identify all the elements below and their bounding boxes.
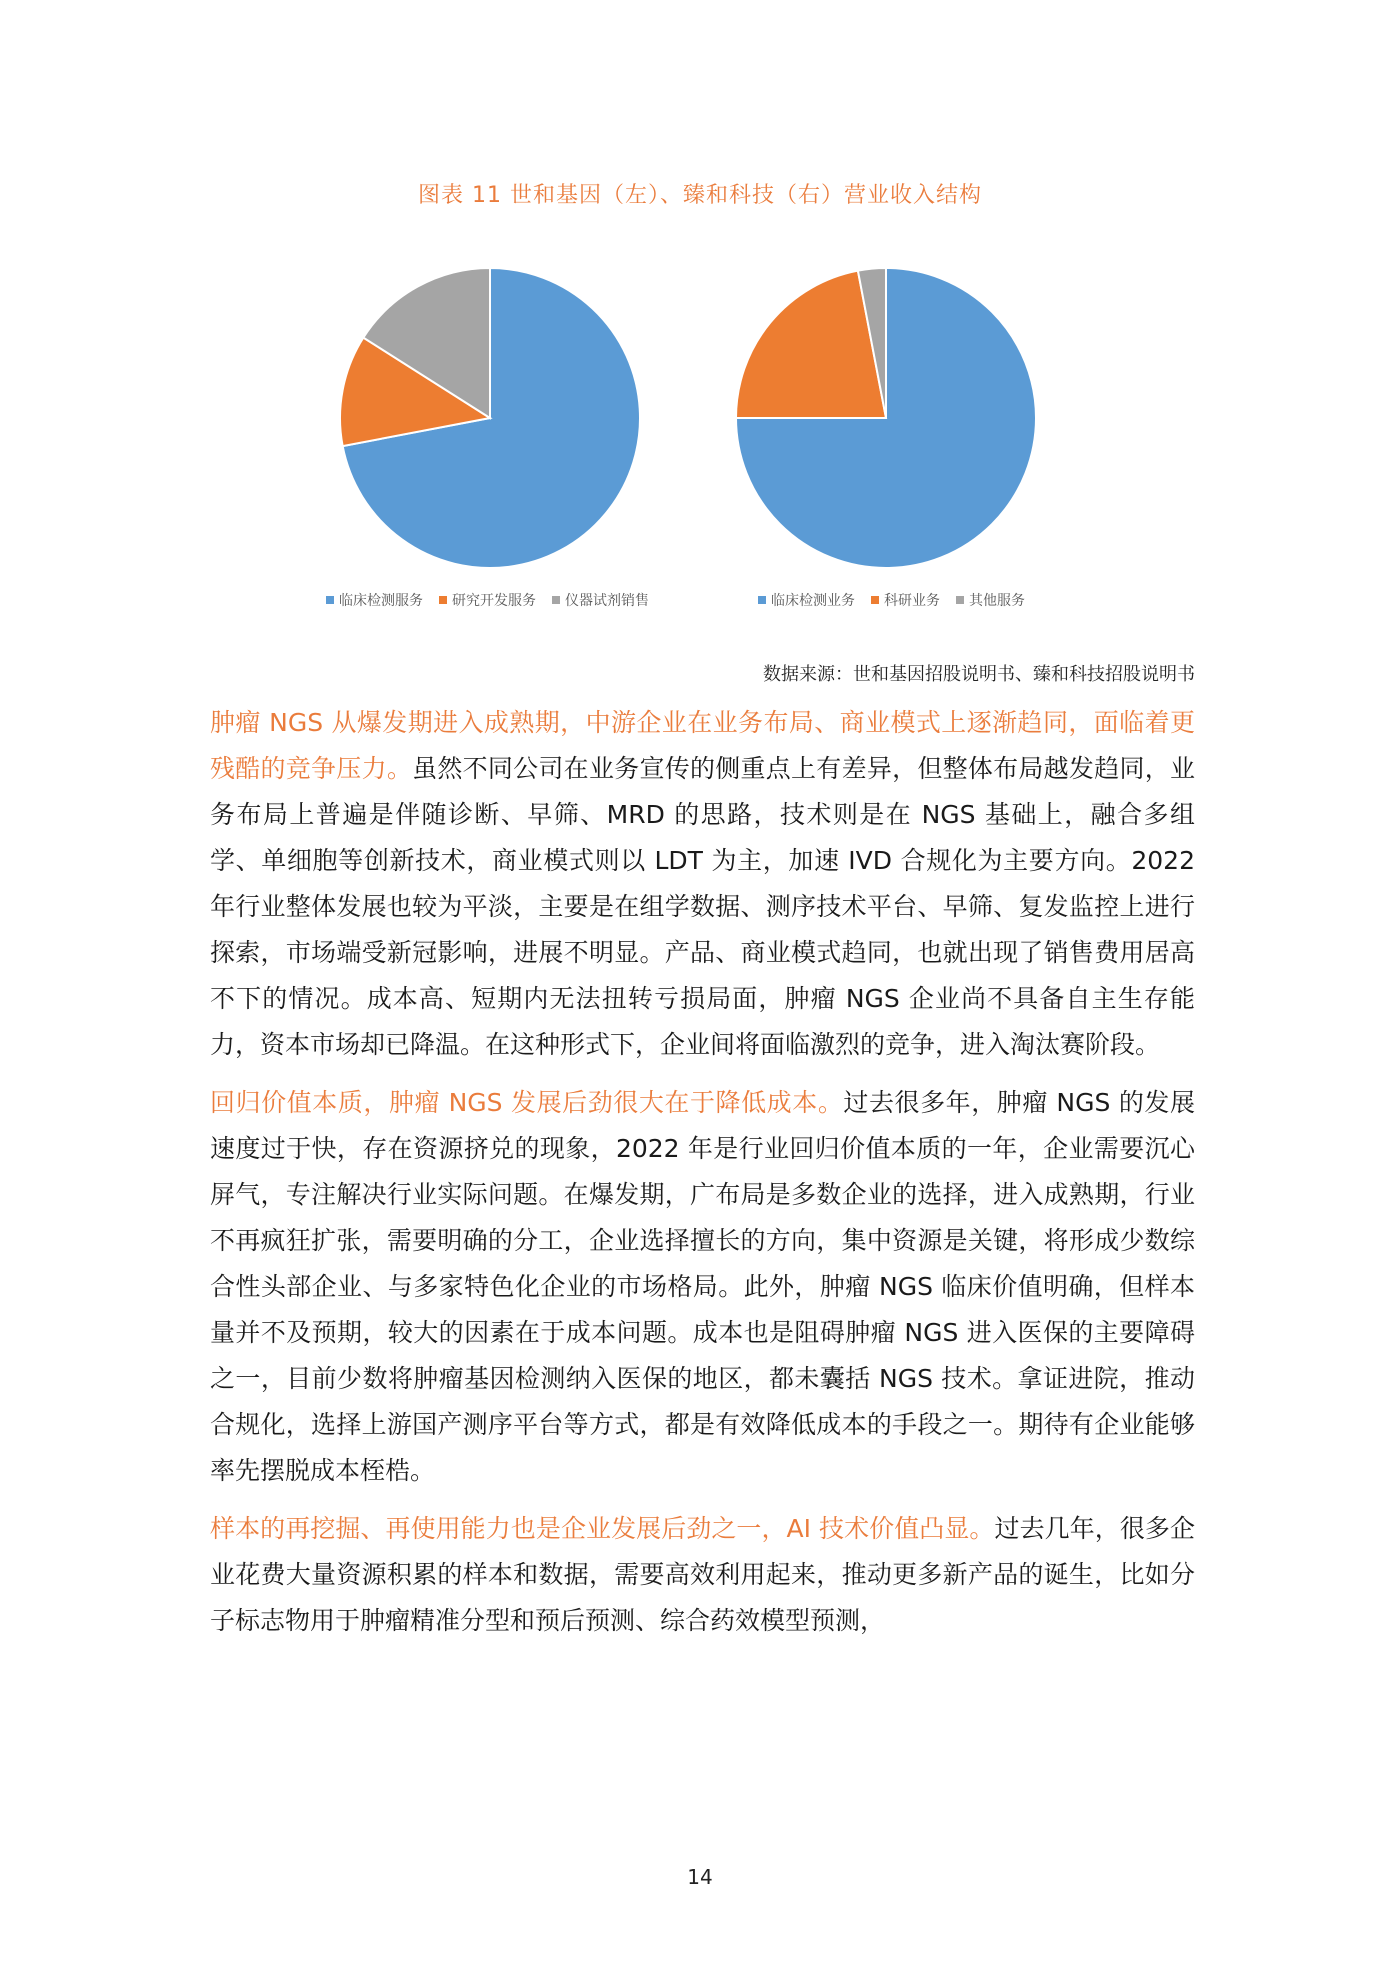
legend-label: 其他服务 — [969, 593, 1025, 609]
paragraph — [210, 1506, 1195, 1644]
legend-label: 研究开发服务 — [452, 593, 536, 609]
paragraph-text: 虽然不同公司在业务宣传的侧重点上有差异，但整体布局越发趋同，业务布局上普遍是伴随诊断、早筛、MRD 的思路，技术则是在 NGS 基础上，融合多组学、单细胞等创新技术，商业模式则以 LDT 为主，加速 IVD 合规化为主要方向。2022 年行业整体发展也较为平淡，主要是在组学数据、测序技术平台、早筛、复发监控上进行探索，市场端受新冠影响，进展不明显。产品、商业模式趋同，也就出现了销售费用居高不下的情况。成本高、短期内无法扭转亏损局面，肿瘤 NGS 企业尚不具备自主生存能力，资本市场却已降温。在这种形式下，企业间将面临激烈的竞争，进入淘汰赛阶段。 — [210, 754, 1195, 1059]
legend-swatch — [871, 596, 879, 604]
legend-label: 科研业务 — [884, 593, 940, 609]
legend-right — [758, 590, 1025, 610]
paragraph-highlight: 样本的再挖掘、再使用能力也是企业发展后劲之一，AI 技术价值凸显。 — [210, 1514, 995, 1543]
body-text — [210, 700, 1195, 1656]
legend-swatch — [439, 596, 447, 604]
legend-swatch — [956, 596, 964, 604]
paragraph — [210, 1080, 1195, 1494]
legend-item — [758, 590, 855, 610]
legend-label: 仪器试剂销售 — [565, 593, 649, 609]
legend-item — [871, 590, 940, 610]
pie-chart-right — [696, 230, 1176, 630]
paragraph — [210, 700, 1195, 1068]
paragraph-highlight: 回归价值本质，肿瘤 NGS 发展后劲很大在于降低成本。 — [210, 1088, 844, 1117]
data-source-note: 数据来源：世和基因招股说明书、臻和科技招股说明书 — [763, 664, 1195, 685]
paragraph-text: 过去很多年，肿瘤 NGS 的发展速度过于快，存在资源挤兑的现象，2022 年是行业回归价值本质的一年，企业需要沉心屏气，专注解决行业实际问题。在爆发期，广布局是多数企业的选择，进入成熟期，行业不再疯狂扩张，需要明确的分工，企业选择擅长的方向，集中资源是关键，将形成少数综合性头部企业、与多家特色化企业的市场格局。此外，肿瘤 NGS 临床价值明确，但样本量并不及预期，较大的因素在于成本问题。成本也是阻碍肿瘤 NGS 进入医保的主要障碍之一，目前少数将肿瘤基因检测纳入医保的地区，都未囊括 NGS 技术。拿证进院，推动合规化，选择上游国产测序平台等方式，都是有效降低成本的手段之一。期待有企业能够率先摆脱成本桎梏。 — [210, 1088, 1195, 1485]
legend-swatch — [552, 596, 560, 604]
legend-label: 临床检测业务 — [771, 593, 855, 609]
legend-label: 临床检测服务 — [339, 593, 423, 609]
page-number: 14 — [687, 1865, 713, 1889]
paragraph-text: 过去几年，很多企业花费大量资源积累的样本和数据，需要高效利用起来，推动更多新产品的诞生，比如分子标志物用于肿瘤精准分型和预后预测、综合药效模型预测， — [210, 1514, 1195, 1635]
legend-item — [956, 590, 1025, 610]
legend-left — [326, 590, 649, 610]
legend-swatch — [326, 596, 334, 604]
figure-caption: 图表 11 世和基因（左）、臻和科技（右）营业收入结构 — [418, 183, 982, 208]
pie-chart-right-svg — [696, 230, 1176, 590]
legend-item — [326, 590, 423, 610]
legend-swatch — [758, 596, 766, 604]
paragraph-highlight: 肿瘤 NGS 从爆发期进入成熟期，中游企业在业务布局、商业模式上逐渐趋同，面临着更残酷的竞争压力。 — [210, 708, 1195, 783]
legend-item — [439, 590, 536, 610]
legend-item — [552, 590, 649, 610]
